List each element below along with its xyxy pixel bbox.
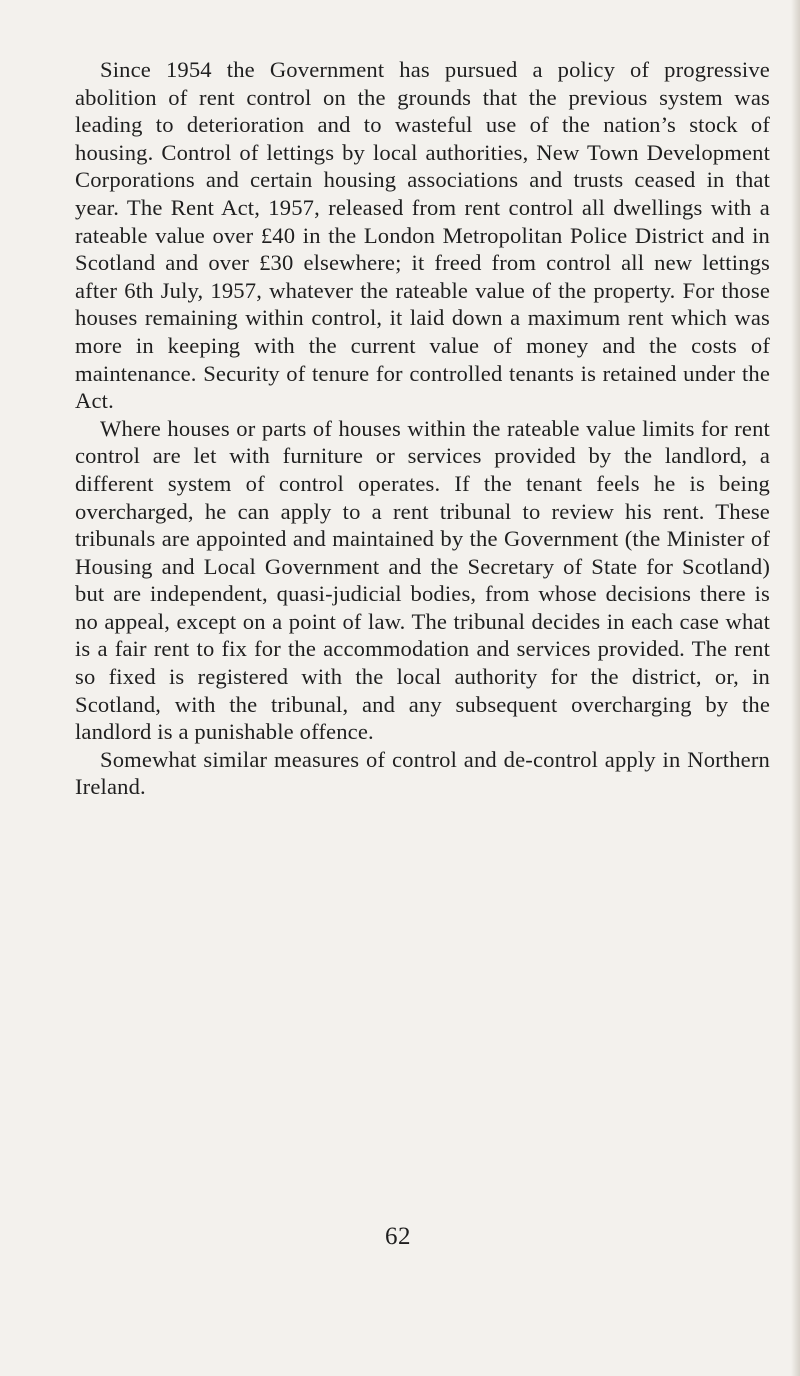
paragraph-northern-ireland: Somewhat similar measures of control and de-control apply in Northern Ireland. [75,746,770,800]
body-text [75,56,770,801]
page-edge-shadow [791,0,800,1376]
paragraph-rent-control-abolition: Since 1954 the Government has pursued a policy of progressive abolition of rent control on the grounds that the previous system was leading to deterioration and to wasteful use of the nation’s stock of housing. Control of lettings by local authorities, New Town Development Corporations and certain housing associations and trusts ceased in that year. The Rent Act, 1957, released from rent control all dwellings with a rateable value over £40 in the London Metropolitan Police District and in Scotland and over £30 elsewhere; it freed from control all new lettings after 6th July, 1957, whatever the rateable value of the property. For those houses remaining within control, it laid down a maximum rent which was more in keeping with the current value of money and the costs of maintenance. Security of tenure for controlled tenants is retained under the Act. [75,57,770,414]
page-number: 62 [385,1223,411,1250]
paragraph-furnished-lettings: Where houses or parts of houses within the rateable value limits for rent control are let with furniture or services provided by the landlord, a different system of control operates. If the tenant feels he is being overcharged, he can apply to a rent tribunal to review his rent. These tribunals are appointed and maintained by the Government (the Minister of Housing and Local Government and the Secretary of State for Scotland) but are independent, quasi-judicial bodies, from whose decisions there is no appeal, except on a point of law. The tribunal decides in each case what is a fair rent to fix for the accommodation and services provided. The rent so fixed is registered with the local authority for the district, or, in Scotland, with the tribunal, and any subsequent overcharging by the landlord is a punishable offence. [75,415,770,745]
